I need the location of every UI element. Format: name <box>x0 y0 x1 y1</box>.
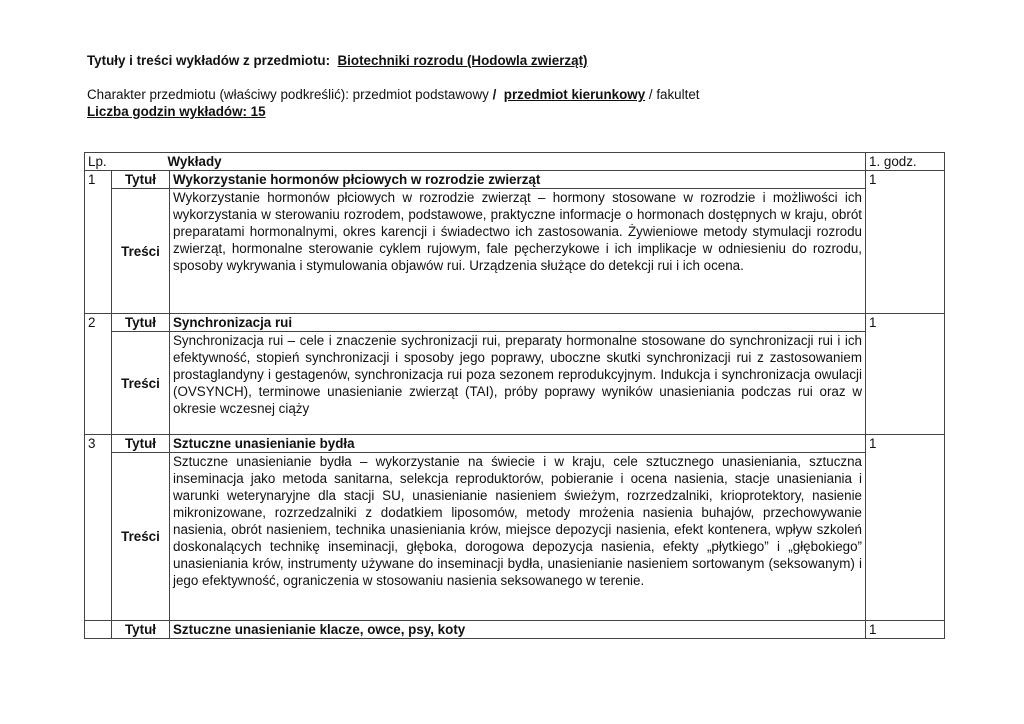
table-row <box>85 171 945 189</box>
lecture-content: Wykorzystanie hormonów płciowych w rozrodzie zwierząt – hormony stosowane w rozrodzie i możliwości ich wykorzystania w sterowaniu rozrodem, podstawowe, praktyczne informacje o hormonach dostępnych w kraju, obrót preparatami hormonalnymi, okres karencji i świadectwo ich zastosowania. Żywieniowe metody stymulacji rozrodu zwierząt, hormonalne sterowanie cyklem rujowym, fale pęcherzykowe i ich implikacje w odniesieniu do rozrodu, sposoby wykrywania i stymulowania objawów rui. Urządzenia służące do detekcji rui i ich ocena. <box>170 189 866 314</box>
course-character-line <box>87 86 700 103</box>
character-prefix: Charakter przedmiotu (właściwy podkreślić): przedmiot podstawowy <box>87 87 493 102</box>
table-row <box>85 435 945 453</box>
lecture-title: Sztuczne unasienianie bydła <box>170 435 866 453</box>
title-label: Tytuł <box>112 621 170 639</box>
content-label: Treści <box>112 189 170 314</box>
subject-name: Biotechniki rozrodu (Hodowla zwierząt) <box>337 53 588 68</box>
title-label: Tytuł <box>112 171 170 189</box>
character-suffix: / fakultet <box>645 87 700 102</box>
lecture-number: 3 <box>85 435 112 621</box>
lecture-title: Wykorzystanie hormonów płciowych w rozrodzie zwierząt <box>170 171 866 189</box>
lecture-hours-cell: 1 <box>866 314 945 435</box>
table-row <box>85 453 945 621</box>
character-selected: przedmiot kierunkowy <box>503 87 646 102</box>
title-prefix: Tytuły i treści wykładów z przedmiotu: <box>87 53 331 68</box>
table-row <box>85 189 945 314</box>
content-label: Treści <box>112 453 170 621</box>
lecture-hours-cell: 1 <box>866 621 945 639</box>
lecture-number: 1 <box>85 171 112 314</box>
lecture-content: Synchronizacja rui – cele i znaczenie sychronizacji rui, preparaty hormonalne stosowane do synchronizacji rui i ich efektywność, stopień synchronizacji i sposoby jego poprawy, uboczne skutki synchronizacji rui z zastosowaniem prostaglandyny i gestagenów, synchronizacja rui poza sezonem reprodukcyjnym. Indukcja i synchronizacja owulacji (OVSYNCH), terminowe unasienianie zwierząt (TAI), próby poprawy wyników unasieniania podczas rui oraz w okresie wczesnej ciąży <box>170 332 866 435</box>
document-title-line <box>87 52 588 69</box>
lecture-hours-cell: 1 <box>866 435 945 621</box>
table-row <box>85 314 945 332</box>
content-label: Treści <box>112 332 170 435</box>
lecture-number <box>85 621 112 639</box>
header-lp: Lp. <box>85 153 112 171</box>
lecture-number: 2 <box>85 314 112 435</box>
lecture-title: Synchronizacja rui <box>170 314 866 332</box>
lecture-hours-cell: 1 <box>866 171 945 314</box>
title-label: Tytuł <box>112 314 170 332</box>
table-header-row <box>85 153 945 171</box>
table-row <box>85 621 945 639</box>
lecture-content: Sztuczne unasienianie bydła – wykorzystanie na świecie i w kraju, cele sztucznego unasieniania, sztuczna inseminacja jako metoda sanitarna, selekcja reproduktorów, pobieranie i ocena nasienia, stacje unasieniania i warunki weterynaryjne dla stacji SU, unasienianie nasieniem świeżym, rozrzedzalniki, krioprotektory, nasienie mikronizowane, rozrzedzalniki z dodatkiem liposomów, metody mrożenia nasienia buhajów, przechowywanie nasienia, obrót nasieniem, technika unasieniania krów, miejsce depozycji nasienia, efekt kontenera, wpływ szkoleń doskonalących technikę inseminacji, głęboka, dorogowa depozycja nasienia, efekty „płytkiego” i „głębokiego” unasieniania krów, instrumenty używane do inseminacji bydła, unasienianie nasieniem sortowanym (seksowanym) i jego efektywność, ograniczenia w stosowaniu nasienia seksowanego w terenie. <box>170 453 866 621</box>
header-hours: 1. godz. <box>866 153 945 171</box>
lecture-hours: Liczba godzin wykładów: 15 <box>87 104 266 119</box>
character-slash: / <box>492 87 497 102</box>
header-lectures: Wykłady <box>112 153 866 171</box>
lectures-table <box>84 152 945 639</box>
title-label: Tytuł <box>112 435 170 453</box>
lecture-title: Sztuczne unasienianie klacze, owce, psy, koty <box>170 621 866 639</box>
table-row <box>85 332 945 435</box>
